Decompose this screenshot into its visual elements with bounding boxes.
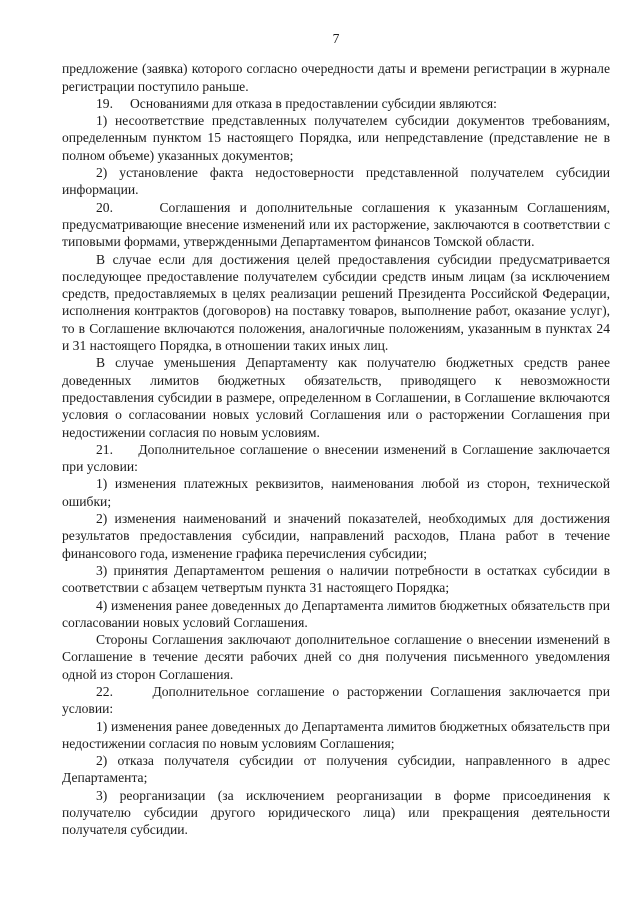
document-page — [62, 30, 610, 839]
clause-20-paragraph-3: В случае уменьшения Департаменту как получателю бюджетных средств ранее доведенных лимитов бюджетных обязательств, приводящего к невозможности предоставления субсидии в размере, определенном в Соглашении, в Соглашение включаются условия о согласовании новых условий Соглашения или о расторжении Соглашения при недостижении согласия по новым условиям. — [62, 355, 610, 440]
paragraph-continuation: предложение (заявка) которого согласно очередности даты и времени регистрации в журнале регистрации поступило раньше. — [62, 61, 610, 94]
clause-21-paragraph-final: Стороны Соглашения заключают дополнительное соглашение о внесении изменений в Соглашение в течение десяти рабочих дней со дня получения письменного уведомления одной из сторон Соглашения. — [62, 632, 610, 682]
clause-22-item-3: 3) реорганизации (за исключением реорганизации в форме присоединения к получателю субсидии другого юридического лица) или прекращения деятельности получателя субсидии. — [62, 787, 610, 838]
clause-22-item-2: 2) отказа получателя субсидии от получения субсидии, направленного в адрес Департамента; — [62, 753, 610, 786]
clause-22-heading: 22. Дополнительное соглашение о расторжении Соглашения заключается при условии: — [62, 683, 610, 717]
clause-21-item-3: 3) принятия Департаментом решения о наличии потребности в остатках субсидии в соответствии с абзацем четвертым пункта 31 настоящего Порядка; — [62, 562, 610, 596]
clause-21-item-1: 1) изменения платежных реквизитов, наименования любой из сторон, технической ошибки; — [62, 476, 610, 509]
clause-21-item-2: 2) изменения наименований и значений показателей, необходимых для достижения результатов предоставления субсидии, направлений расходов, Плана работ в течение финансового года, изменение графика перечисления субсидии; — [62, 511, 610, 561]
clause-19-heading: 19. Основаниями для отказа в предоставлении субсидии являются: — [96, 95, 497, 111]
clause-20-paragraph-2: В случае если для достижения целей предоставления субсидии предусматривается последующее предоставление получателем субсидии средств иным лицам (за исключением средств, предоставляемых в целях реализации решений Президента Российской Федерации, исполнения контрактов (договоров) на поставку товаров, выполнение работ, оказание услуг), то в Соглашение включаются положения, аналогичные положениям, указанным в пунктах 24 и 31 настоящего Порядка, в отношении таких иных лиц. — [62, 251, 610, 354]
clause-21-heading: 21. Дополнительное соглашение о внесении изменений в Соглашение заключается при условии: — [62, 441, 610, 475]
clause-19-item-1: 1) несоответствие представленных получателем субсидии документов требованиям, определенным пунктом 15 настоящего Порядка, или непредставление (представление не в полном объеме) указанных документов; — [62, 113, 610, 163]
clause-22-item-1: 1) изменения ранее доведенных до Департамента лимитов бюджетных обязательств при недостижении согласия по новым условиям Соглашения; — [62, 718, 610, 751]
clause-19-item-2: 2) установление факта недостоверности представленной получателем субсидии информации. — [62, 165, 610, 198]
clause-20-heading: 20. Соглашения и дополнительные соглашения к указанным Соглашениям, предусматривающие внесение изменений или их расторжение, заключаются в соответствии с типовыми формами, утвержденными Департаментом финансов Томской области. — [62, 199, 610, 250]
clause-21-item-4: 4) изменения ранее доведенных до Департамента лимитов бюджетных обязательств при согласовании новых условий Соглашения. — [62, 597, 610, 630]
page-number: 7 — [332, 31, 340, 46]
